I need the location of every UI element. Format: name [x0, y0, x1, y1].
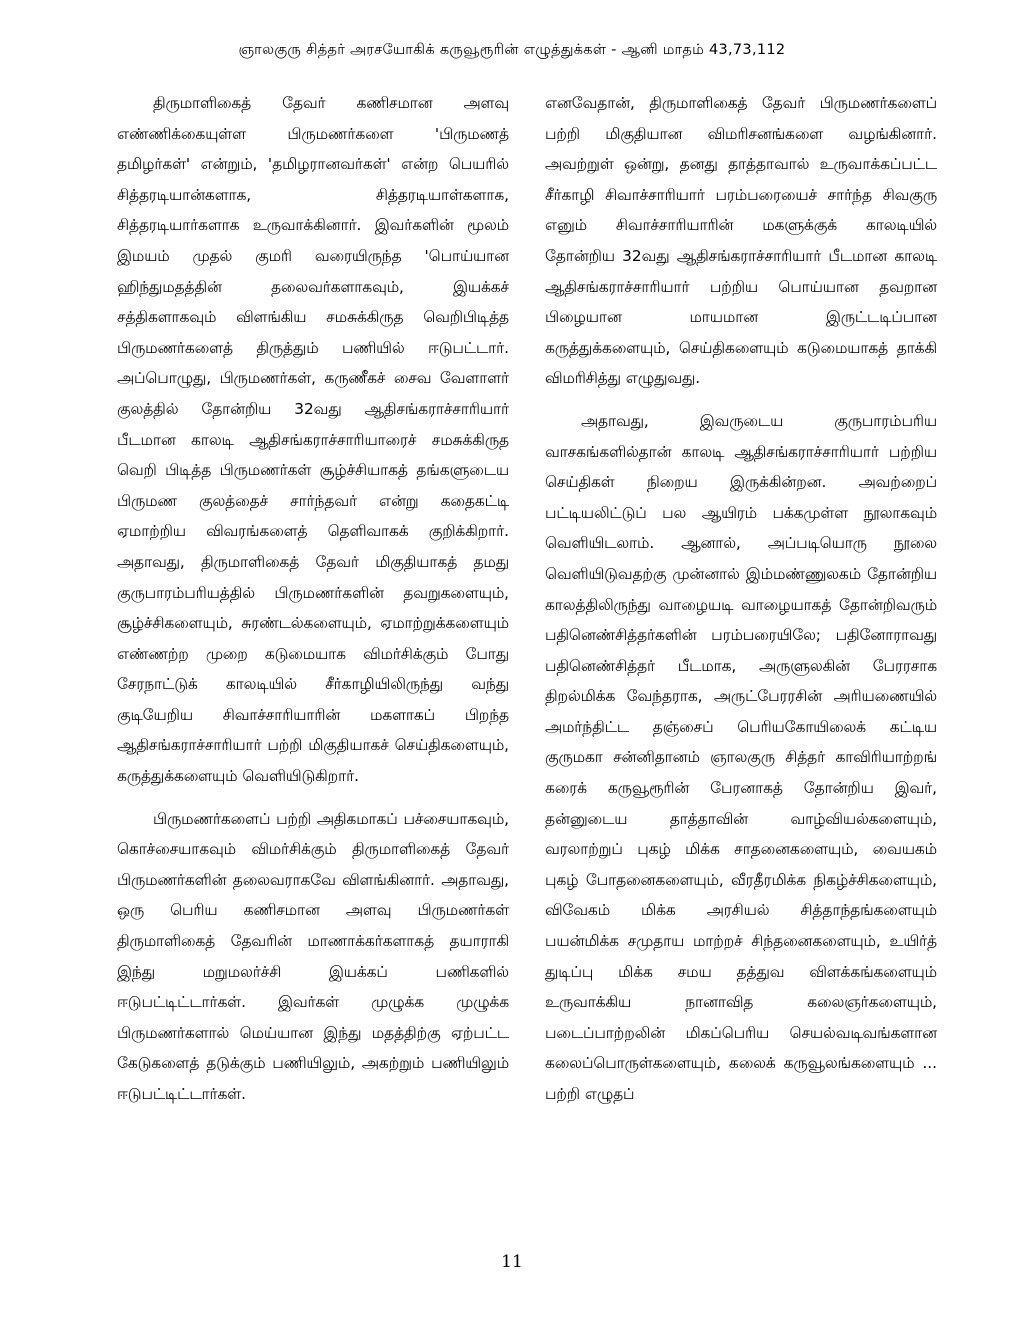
left-column	[117, 88, 509, 1110]
running-header	[0, 42, 1024, 60]
running-title: ஞாலகுரு சித்தர் அரசயோகிக் கருவூரூரின் எழுத்துக்கள் - ஆனி மாதம் 43,73,112	[238, 42, 786, 58]
right-paragraph-2: அதாவது, இவருடைய குருபாரம்பரிய வாசகங்களில்தான் காலடி ஆதிசங்கராச்சாரியார் பற்றிய செய்திகள் நிறைய இருக்கின்றன. அவற்றைப் பட்டியலிட்டுப் பல ஆயிரம் பக்கமுள்ள நூலாகவும் வெளியிடலாம். ஆனால், அப்படியொரு நூலை வெளியிடுவதற்கு முன்னால் இம்மண்ணுலகம் தோன்றிய காலத்திலிருந்து வாழையடி வாழையாகத் தோன்றிவரும் பதினெண்சித்தர்களின் பரம்பரையிலே; பதினோராவது பதினெண்சித்தர் பீடமாக, அருளுலகின் பேரரசாக திறல்மிக்க வேந்தராக, அருட்பேரரசின் அரியணையில் அமர்ந்திட்ட தஞ்சைப் பெரியகோயிலைக் கட்டிய குருமகா சன்னிதானம் ஞாலகுரு சித்தர் காவிரியாற்றங் கரைக் கருவூரூரின் பேரனாகத் தோன்றிய இவர், தன்னுடைய தாத்தாவின் வாழ்வியல்களையும், வரலாற்றுப் புகழ் மிக்க சாதனைகளையும், வையகம் புகழ் போதனைகளையும், வீரதீரமிக்க நிகழ்ச்சிகளையும், விவேகம் மிக்க அரசியல் சித்தாந்தங்களையும் பயன்மிக்க சமுதாய மாற்றச் சிந்தனைகளையும், உயிர்த் துடிப்பு மிக்க சமய தத்துவ விளக்கங்களையும் உருவாக்கிய நானாவித கலைஞர்களையும், படைப்பாற்றலின் மிகப்பெரிய செயல்வடிவங்களான கலைப்பொருள்களையும், கலைக் கருவூலங்களையும் ... பற்றி எழுதப்	[545, 411, 937, 1103]
left-paragraph-2: பிருமணர்களைப் பற்றி அதிகமாகப் பச்சையாகவும், கொச்சையாகவும் விமர்சிக்கும் திருமாளிகைத் தேவர் பிருமணர்களின் தலைவராகவே விளங்கினார். அதாவது, ஒரு பெரிய கணிசமான அளவு பிருமணர்கள் திருமாளிகைத் தேவரின் மாணாக்கர்களாகத் தயாராகி இந்து மறுமலர்ச்சி இயக்கப் பணிகளில் ஈடுபட்டிட்டார்கள். இவர்கள் முழுக்க முழுக்க பிருமணர்களால் மெய்யான இந்து மதத்திற்கு ஏற்பட்ட கேடுகளைத் தடுக்கும் பணியிலும், அகற்றும் பணியிலும் ஈடுபட்டிட்டார்கள்.	[117, 809, 509, 1103]
right-paragraph-1: எனவேதான், திருமாளிகைத் தேவர் பிருமணர்களைப் பற்றி மிகுதியான விமரிசனங்களை வழங்கினார். அவற்றுள் ஒன்று, தனது தாத்தாவால் உருவாக்கப்பட்ட சீர்காழி சிவாச்சாரியார் பரம்பரையைச் சார்ந்த சிவகுரு எனும் சிவாச்சாரியாரின் மகளுக்குக் காலடியில் தோன்றிய 32வது ஆதிசங்கராச்சாரியார் பீடமான காலடி ஆதிசங்கராச்சாரியார் பற்றிய பொய்யான தவறான பிழையான மாயமான இருட்டடிப்பான கருத்துக்களையும், செய்திகளையும் கடுமையாகத் தாக்கி விமரிசித்து எழுதுவது.	[545, 94, 937, 388]
page-footer	[0, 1252, 1024, 1272]
left-paragraph-1: திருமாளிகைத் தேவர் கணிசமான அளவு எண்ணிக்கையுள்ள பிருமணர்களை 'பிருமணத் தமிழர்கள்' என்றும், 'தமிழரானவர்கள்' என்ற பெயரில் சித்தரடியான்களாக, சித்தரடியாள்களாக, சித்தரடியார்களாக உருவாக்கினார். இவர்களின் மூலம் இமயம் முதல் குமரி வரையிருந்த 'பொய்யான ஹிந்துமதத்தின் தலைவர்களாகவும், இயக்கச் சத்திகளாகவும் விளங்கிய சமசுக்கிருத வெறிபிடித்த பிருமணர்களைத் திருத்தும் பணியில் ஈடுபட்டார். அப்பொழுது, பிருமணர்கள், கருணீகச் சைவ வேளாளர் குலத்தில் தோன்றிய 32வது ஆதிசங்கராச்சாரியார் பீடமான காலடி ஆதிசங்கராச்சாரியாரைச் சமசுக்கிருத வெறி பிடித்த பிருமணர்கள் சூழ்ச்சியாகத் தங்களுடைய பிருமண குலத்தைச் சார்ந்தவர் என்று கதைகட்டி ஏமாற்றிய விவரங்களைத் தெளிவாகக் குறிக்கிறார். அதாவது, திருமாளிகைத் தேவர் மிகுதியாகத் தமது குருபாரம்பரியத்தில் பிருமணர்களின் தவறுகளையும், சூழ்ச்சிகளையும், சுரண்டல்களையும், ஏமாற்றுக்களையும் எண்ணற்ற முறை கடுமையாக விமர்சிக்கும் போது சேரநாட்டுக் காலடியில் சீர்காழியிலிருந்து வந்து குடியேறிய சிவாச்சாரியாரின் மகளாகப் பிறந்த ஆதிசங்கராச்சாரியார் பற்றி மிகுதியாகச் செய்திகளையும், கருத்துக்களையும் வெளியிடுகிறார்.	[117, 94, 509, 786]
right-column	[545, 88, 937, 1110]
page-number: 11	[501, 1252, 523, 1272]
